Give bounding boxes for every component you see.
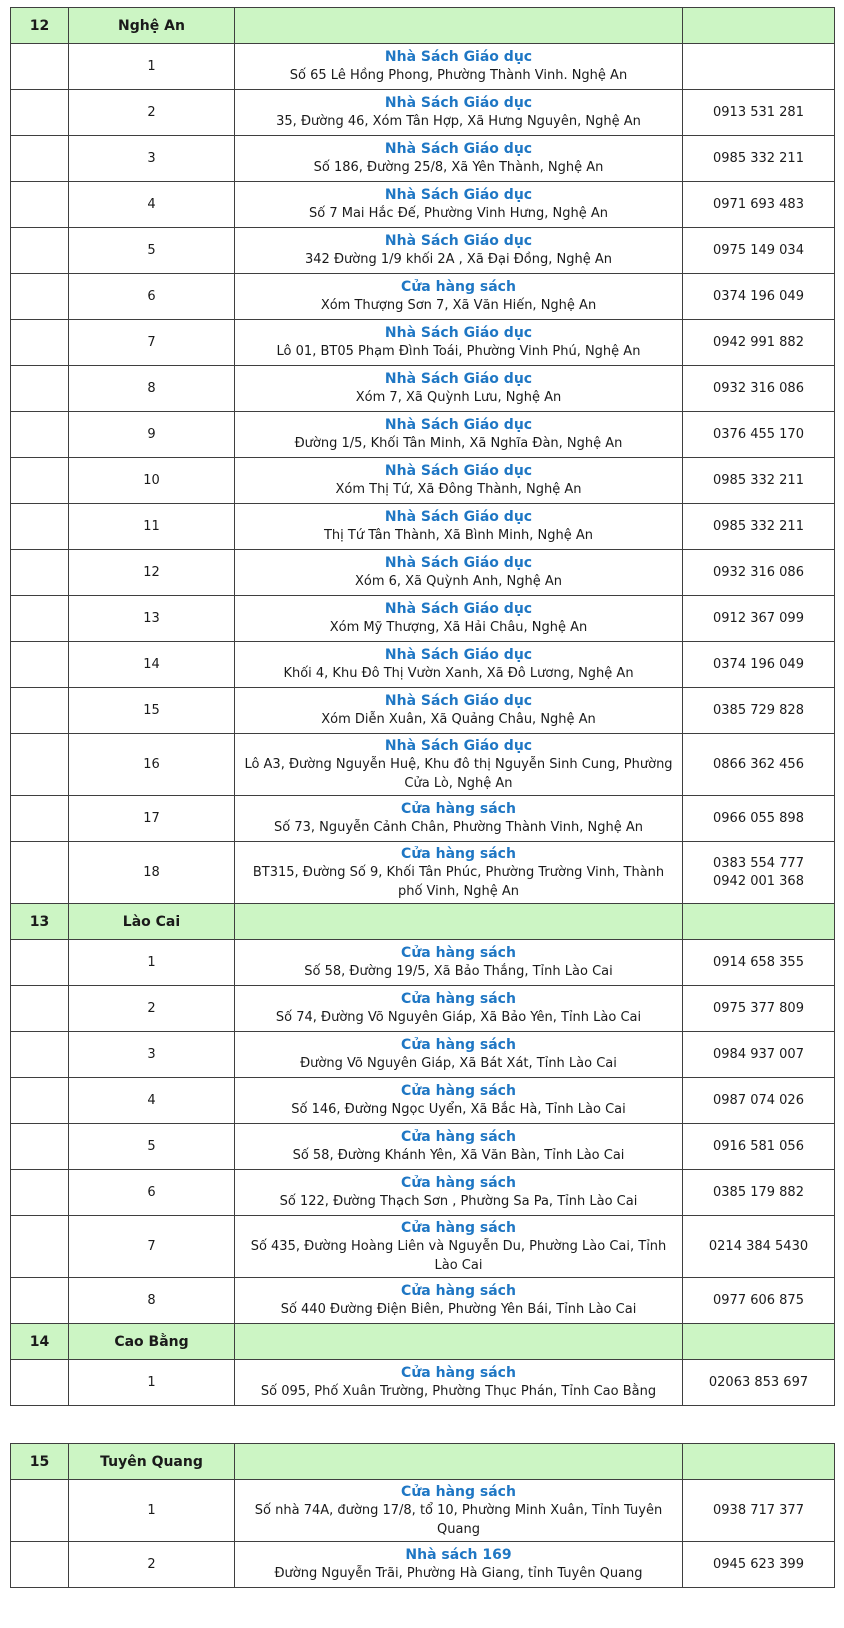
store-address: 35, Đường 46, Xóm Tân Hợp, Xã Hưng Nguyên, Nghệ An — [276, 114, 641, 129]
store-name: Cửa hàng sách — [401, 1129, 516, 1145]
store-name: Nhà Sách Giáo dục — [384, 325, 533, 341]
store-address: 342 Đường 1/9 khối 2A , Xã Đại Đồng, Nghệ An — [305, 252, 612, 267]
store-blank-cell — [11, 90, 69, 136]
store-blank-cell — [11, 1124, 69, 1170]
store-row — [11, 44, 835, 90]
store-phone: 0975 377 809 — [713, 1000, 804, 1016]
store-info — [235, 1278, 683, 1324]
store-info — [235, 274, 683, 320]
store-phone-cell — [683, 274, 835, 320]
store-blank-cell — [11, 1542, 69, 1588]
store-address: Số 65 Lê Hồng Phong, Phường Thành Vinh. Nghệ An — [289, 68, 628, 83]
store-blank-cell — [11, 412, 69, 458]
store-name: Cửa hàng sách — [401, 1283, 516, 1299]
store-name: Nhà Sách Giáo dục — [384, 647, 533, 663]
store-info — [235, 642, 683, 688]
store-phone: 0938 717 377 — [713, 1502, 804, 1518]
store-phone: 0984 937 007 — [713, 1046, 804, 1062]
store-phone: 0945 623 399 — [713, 1556, 804, 1572]
bookstore-table — [10, 7, 835, 1406]
store-number: 11 — [69, 504, 235, 550]
store-number: 12 — [69, 550, 235, 596]
store-phone-cell — [683, 796, 835, 842]
store-phone: 0912 367 099 — [713, 610, 804, 626]
store-blank-cell — [11, 182, 69, 228]
province-row — [11, 1324, 835, 1360]
store-phone-cell — [683, 550, 835, 596]
bookstore-table-continued — [10, 1443, 835, 1588]
store-row — [11, 1032, 835, 1078]
store-address: Xóm 6, Xã Quỳnh Anh, Nghệ An — [354, 574, 563, 589]
store-name: Nhà Sách Giáo dục — [384, 141, 533, 157]
store-address: Đường 1/5, Khối Tân Minh, Xã Nghĩa Đàn, Nghệ An — [294, 436, 623, 451]
store-blank-cell — [11, 1360, 69, 1406]
store-address: Số 440 Đường Điện Biên, Phường Yên Bái, Tỉnh Lào Cai — [280, 1302, 637, 1317]
store-phone: 0977 606 875 — [713, 1292, 804, 1308]
store-address: Số nhà 74A, đường 17/8, tổ 10, Phường Minh Xuân, Tỉnh Tuyên Quang — [254, 1502, 663, 1537]
store-row — [11, 642, 835, 688]
store-info — [235, 1032, 683, 1078]
store-phone: 0942 001 368 — [713, 873, 804, 889]
store-name: Nhà Sách Giáo dục — [384, 463, 533, 479]
store-row — [11, 458, 835, 504]
store-phone-cell — [683, 596, 835, 642]
store-number: 7 — [69, 1216, 235, 1278]
store-name: Cửa hàng sách — [401, 1037, 516, 1053]
store-phone-cell — [683, 44, 835, 90]
store-blank-cell — [11, 550, 69, 596]
store-phone: 0914 658 355 — [713, 954, 804, 970]
store-name: Nhà Sách Giáo dục — [384, 371, 533, 387]
store-number: 1 — [69, 44, 235, 90]
store-phone: 0866 362 456 — [713, 756, 804, 772]
store-number: 1 — [69, 940, 235, 986]
store-number: 15 — [69, 688, 235, 734]
store-blank-cell — [11, 228, 69, 274]
store-info — [235, 1542, 683, 1588]
province-row — [11, 8, 835, 44]
store-phone-cell — [683, 412, 835, 458]
store-info — [235, 688, 683, 734]
store-phone: 0985 332 211 — [713, 150, 804, 166]
province-index: 13 — [11, 904, 69, 940]
store-number: 8 — [69, 1278, 235, 1324]
store-phone-cell — [683, 1170, 835, 1216]
province-blank-cell — [683, 904, 835, 940]
province-blank-cell — [235, 8, 683, 44]
province-index: 12 — [11, 8, 69, 44]
store-address: Số 58, Đường 19/5, Xã Bảo Thắng, Tỉnh Lào Cai — [304, 964, 613, 979]
store-phone: 0932 316 086 — [713, 564, 804, 580]
store-info — [235, 940, 683, 986]
store-phone-cell — [683, 504, 835, 550]
store-name: Cửa hàng sách — [401, 1083, 516, 1099]
store-phone: 02063 853 697 — [708, 1374, 809, 1390]
store-row — [11, 90, 835, 136]
store-blank-cell — [11, 796, 69, 842]
store-name: Nhà Sách Giáo dục — [384, 187, 533, 203]
province-index: 15 — [11, 1444, 69, 1480]
store-number: 1 — [69, 1360, 235, 1406]
store-number: 7 — [69, 320, 235, 366]
store-address: Lô A3, Đường Nguyễn Huệ, Khu đô thị Nguyễn Sinh Cung, Phường Cửa Lò, Nghệ An — [244, 756, 673, 791]
store-number: 3 — [69, 1032, 235, 1078]
store-phone: 0971 693 483 — [713, 196, 804, 212]
store-blank-cell — [11, 642, 69, 688]
store-name: Nhà Sách Giáo dục — [384, 693, 533, 709]
store-blank-cell — [11, 274, 69, 320]
store-name: Cửa hàng sách — [401, 1365, 516, 1381]
store-phone: 0385 179 882 — [713, 1184, 804, 1200]
store-address: Xóm Mỹ Thượng, Xã Hải Châu, Nghệ An — [329, 620, 588, 635]
province-name: Cao Bằng — [69, 1324, 235, 1360]
store-blank-cell — [11, 366, 69, 412]
store-row — [11, 596, 835, 642]
store-blank-cell — [11, 458, 69, 504]
store-blank-cell — [11, 986, 69, 1032]
store-blank-cell — [11, 940, 69, 986]
store-phone-cell — [683, 90, 835, 136]
store-name: Nhà Sách Giáo dục — [384, 737, 533, 754]
store-blank-cell — [11, 596, 69, 642]
store-blank-cell — [11, 504, 69, 550]
store-phone: 0214 384 5430 — [708, 1238, 809, 1254]
store-info — [235, 1170, 683, 1216]
store-phone-cell — [683, 734, 835, 796]
store-phone: 0966 055 898 — [713, 810, 804, 826]
store-info — [235, 320, 683, 366]
store-name: Cửa hàng sách — [401, 1175, 516, 1191]
store-number: 2 — [69, 90, 235, 136]
store-phone-cell — [683, 842, 835, 904]
province-index: 14 — [11, 1324, 69, 1360]
store-number: 2 — [69, 986, 235, 1032]
store-blank-cell — [11, 136, 69, 182]
store-address: Đường Nguyễn Trãi, Phường Hà Giang, tỉnh Tuyên Quang — [274, 1566, 643, 1581]
store-name: Nhà sách 169 — [405, 1547, 512, 1563]
store-number: 14 — [69, 642, 235, 688]
store-address: Thị Tứ Tân Thành, Xã Bình Minh, Nghệ An — [323, 528, 594, 543]
store-address: Khối 4, Khu Đô Thị Vườn Xanh, Xã Đô Lương, Nghệ An — [283, 666, 634, 681]
store-blank-cell — [11, 320, 69, 366]
store-info — [235, 596, 683, 642]
store-phone-cell — [683, 986, 835, 1032]
store-name: Cửa hàng sách — [401, 945, 516, 961]
store-phone-cell — [683, 688, 835, 734]
store-name: Cửa hàng sách — [401, 801, 516, 817]
store-number: 10 — [69, 458, 235, 504]
province-row — [11, 1444, 835, 1480]
store-info — [235, 1078, 683, 1124]
store-phone-cell — [683, 1124, 835, 1170]
store-name: Cửa hàng sách — [401, 1483, 516, 1500]
store-number: 13 — [69, 596, 235, 642]
store-info — [235, 228, 683, 274]
store-phone-cell — [683, 940, 835, 986]
store-address: BT315, Đường Số 9, Khối Tân Phúc, Phường Trường Vinh, Thành phố Vinh, Nghệ An — [252, 864, 665, 899]
province-name: Nghệ An — [69, 8, 235, 44]
store-row — [11, 504, 835, 550]
store-blank-cell — [11, 1216, 69, 1278]
store-blank-cell — [11, 1170, 69, 1216]
store-phone: 0385 729 828 — [713, 702, 804, 718]
store-info — [235, 90, 683, 136]
store-phone: 0932 316 086 — [713, 380, 804, 396]
store-address: Số 7 Mai Hắc Đế, Phường Vinh Hưng, Nghệ An — [309, 206, 608, 221]
store-phone: 0985 332 211 — [713, 472, 804, 488]
store-row — [11, 688, 835, 734]
store-row — [11, 1360, 835, 1406]
store-name: Nhà Sách Giáo dục — [384, 49, 533, 65]
store-number: 3 — [69, 136, 235, 182]
store-name: Nhà Sách Giáo dục — [384, 555, 533, 571]
store-phone-cell — [683, 1216, 835, 1278]
store-phone: 0376 455 170 — [713, 426, 804, 442]
store-info — [235, 182, 683, 228]
store-address: Số 095, Phố Xuân Trường, Phường Thục Phán, Tỉnh Cao Bằng — [260, 1384, 657, 1399]
store-name: Cửa hàng sách — [401, 845, 516, 862]
store-phone-cell — [683, 228, 835, 274]
store-row — [11, 412, 835, 458]
store-number: 8 — [69, 366, 235, 412]
store-phone-cell — [683, 1360, 835, 1406]
store-blank-cell — [11, 44, 69, 90]
province-blank-cell — [235, 1324, 683, 1360]
store-number: 18 — [69, 842, 235, 904]
store-row — [11, 734, 835, 796]
store-info — [235, 136, 683, 182]
store-row — [11, 1170, 835, 1216]
store-blank-cell — [11, 1032, 69, 1078]
province-blank-cell — [683, 1444, 835, 1480]
store-row — [11, 366, 835, 412]
store-address: Xóm Diễn Xuân, Xã Quảng Châu, Nghệ An — [321, 712, 596, 727]
store-phone-cell — [683, 1278, 835, 1324]
store-blank-cell — [11, 688, 69, 734]
store-address: Số 73, Nguyễn Cảnh Chân, Phường Thành Vinh, Nghệ An — [274, 820, 643, 835]
store-address: Xóm 7, Xã Quỳnh Lưu, Nghệ An — [355, 390, 562, 405]
store-phone: 0374 196 049 — [713, 288, 804, 304]
province-blank-cell — [235, 904, 683, 940]
store-info — [235, 796, 683, 842]
store-name: Nhà Sách Giáo dục — [384, 601, 533, 617]
store-blank-cell — [11, 842, 69, 904]
store-blank-cell — [11, 1480, 69, 1542]
store-row — [11, 842, 835, 904]
store-info — [235, 458, 683, 504]
store-phone: 0374 196 049 — [713, 656, 804, 672]
store-address: Số 122, Đường Thạch Sơn , Phường Sa Pa, Tỉnh Lào Cai — [279, 1194, 638, 1209]
store-address: Xóm Thượng Sơn 7, Xã Văn Hiến, Nghệ An — [320, 298, 597, 313]
store-phone-cell — [683, 1078, 835, 1124]
store-blank-cell — [11, 1278, 69, 1324]
store-number: 6 — [69, 274, 235, 320]
store-address: Đường Võ Nguyên Giáp, Xã Bát Xát, Tỉnh Lào Cai — [300, 1056, 617, 1071]
store-number: 5 — [69, 228, 235, 274]
store-phone: 0916 581 056 — [713, 1138, 804, 1154]
store-row — [11, 1542, 835, 1588]
store-name: Cửa hàng sách — [401, 1219, 516, 1236]
store-info — [235, 1124, 683, 1170]
store-phone-cell — [683, 366, 835, 412]
store-phone-cell — [683, 1542, 835, 1588]
store-info — [235, 504, 683, 550]
store-row — [11, 550, 835, 596]
store-row — [11, 1278, 835, 1324]
store-phone-cell — [683, 182, 835, 228]
store-address: Số 58, Đường Khánh Yên, Xã Văn Bàn, Tỉnh Lào Cai — [292, 1148, 625, 1163]
store-info — [235, 550, 683, 596]
store-info — [235, 1480, 683, 1542]
store-row — [11, 228, 835, 274]
store-info — [235, 44, 683, 90]
province-name: Lào Cai — [69, 904, 235, 940]
store-info — [235, 366, 683, 412]
store-number: 16 — [69, 734, 235, 796]
store-phone: 0913 531 281 — [713, 104, 804, 120]
store-row — [11, 320, 835, 366]
store-phone-cell — [683, 1480, 835, 1542]
province-row — [11, 904, 835, 940]
store-phone-cell — [683, 1032, 835, 1078]
store-phone-cell — [683, 320, 835, 366]
store-row — [11, 940, 835, 986]
store-number: 1 — [69, 1480, 235, 1542]
store-address: Lô 01, BT05 Phạm Đình Toái, Phường Vinh Phú, Nghệ An — [276, 344, 641, 359]
store-phone-cell — [683, 458, 835, 504]
store-phone-cell — [683, 642, 835, 688]
store-address: Xóm Thị Tứ, Xã Đông Thành, Nghệ An — [335, 482, 582, 497]
province-blank-cell — [683, 8, 835, 44]
store-number: 4 — [69, 1078, 235, 1124]
store-info — [235, 1360, 683, 1406]
store-address: Số 74, Đường Võ Nguyên Giáp, Xã Bảo Yên, Tỉnh Lào Cai — [275, 1010, 642, 1025]
store-name: Cửa hàng sách — [401, 991, 516, 1007]
store-address: Số 186, Đường 25/8, Xã Yên Thành, Nghệ An — [313, 160, 604, 175]
store-row — [11, 274, 835, 320]
store-row — [11, 986, 835, 1032]
store-address: Số 435, Đường Hoàng Liên và Nguyễn Du, Phường Lào Cai, Tỉnh Lào Cai — [250, 1238, 667, 1273]
store-number: 6 — [69, 1170, 235, 1216]
store-phone: 0942 991 882 — [713, 334, 804, 350]
store-phone: 0975 149 034 — [713, 242, 804, 258]
store-name: Nhà Sách Giáo dục — [384, 233, 533, 249]
store-number: 17 — [69, 796, 235, 842]
store-blank-cell — [11, 1078, 69, 1124]
store-row — [11, 182, 835, 228]
store-name: Nhà Sách Giáo dục — [384, 95, 533, 111]
store-info — [235, 734, 683, 796]
store-phone: 0383 554 777 — [713, 855, 804, 871]
store-name: Cửa hàng sách — [401, 279, 516, 295]
store-name: Nhà Sách Giáo dục — [384, 417, 533, 433]
store-blank-cell — [11, 734, 69, 796]
store-row — [11, 1216, 835, 1278]
store-row — [11, 1078, 835, 1124]
store-row — [11, 136, 835, 182]
store-info — [235, 412, 683, 458]
store-phone: 0987 074 026 — [713, 1092, 804, 1108]
store-info — [235, 842, 683, 904]
store-number: 5 — [69, 1124, 235, 1170]
province-blank-cell — [683, 1324, 835, 1360]
store-address: Số 146, Đường Ngọc Uyển, Xã Bắc Hà, Tỉnh Lào Cai — [291, 1102, 626, 1117]
store-phone-cell — [683, 136, 835, 182]
store-row — [11, 796, 835, 842]
store-row — [11, 1480, 835, 1542]
store-number: 4 — [69, 182, 235, 228]
store-number: 9 — [69, 412, 235, 458]
store-name: Nhà Sách Giáo dục — [384, 509, 533, 525]
store-info — [235, 1216, 683, 1278]
store-info — [235, 986, 683, 1032]
province-name: Tuyên Quang — [69, 1444, 235, 1480]
store-number: 2 — [69, 1542, 235, 1588]
store-phone: 0985 332 211 — [713, 518, 804, 534]
province-blank-cell — [235, 1444, 683, 1480]
store-row — [11, 1124, 835, 1170]
